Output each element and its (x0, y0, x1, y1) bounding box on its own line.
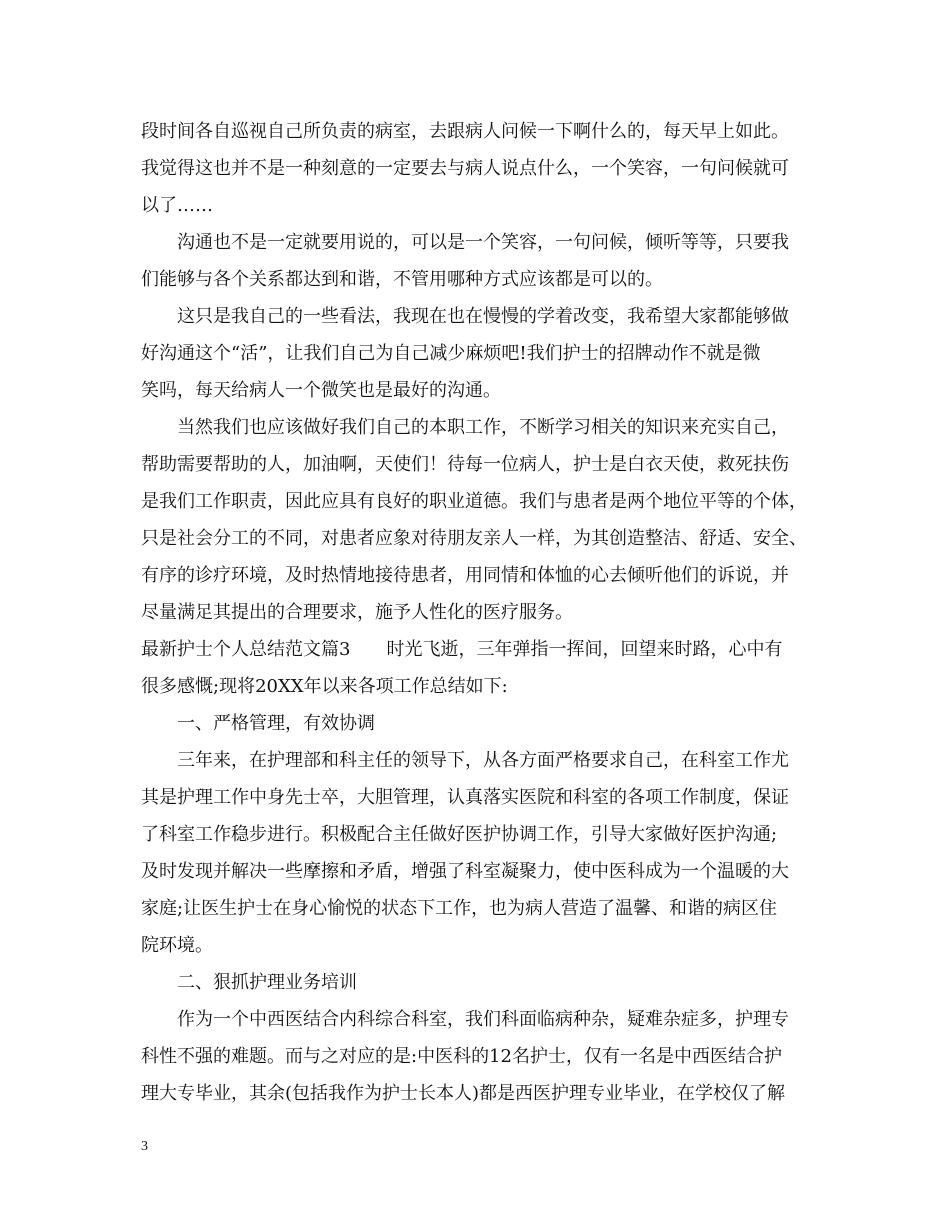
text-line: 很多感慨;现将20XX年以来各项工作总结如下: (141, 676, 508, 697)
section-heading-line: 最新护士个人总结范文篇3 时光飞逝，三年弹指一挥间，回望来时路，心中有 (141, 639, 783, 660)
text-line: 笑吗，每天给病人一个微笑也是最好的沟通。 (141, 380, 501, 401)
text-line: 理大专毕业，其余(包括我作为护士长本人)都是西医护理专业毕业，在学校仅了解 (141, 1083, 786, 1104)
page-number: 3 (141, 1139, 148, 1154)
text-line: 沟通也不是一定就要用说的，可以是一个笑容，一句问候，倾听等等，只要我 (141, 232, 789, 253)
text-line: 其是护理工作中身先士卒，大胆管理，认真落实医院和科室的各项工作制度，保证 (141, 787, 789, 808)
text-line: 帮助需要帮助的人，加油啊，天使们！待每一位病人，护士是白衣天使，救死扶伤 (141, 454, 789, 475)
text-line: 只是社会分工的不同，对患者应象对待朋友亲人一样，为其创造整洁、舒适、安全、 (141, 528, 807, 549)
text-line: 有序的诊疗环境，及时热情地接待患者，用同情和体恤的心去倾听他们的诉说，并 (141, 565, 789, 586)
text-line: 作为一个中西医结合内科综合科室，我们科面临病种杂，疑难杂症多，护理专 (141, 1009, 789, 1030)
text-line: 们能够与各个关系都达到和谐，不管用哪种方式应该都是可以的。 (141, 269, 663, 290)
text-line: 三年来，在护理部和科主任的领导下，从各方面严格要求自己，在科室工作尤 (141, 750, 789, 771)
subheading: 一、严格管理，有效协调 (141, 713, 375, 734)
text-line: 好沟通这个“活”，让我们自己为自己减少麻烦吧!我们护士的招牌动作不就是微 (141, 343, 761, 364)
text-line: 了科室工作稳步进行。积极配合主任做好医护协调工作，引导大家做好医护沟通; (141, 824, 778, 845)
text-line: 段时间各自巡视自己所负责的病室，去跟病人问候一下啊什么的，每天早上如此。 (141, 121, 789, 142)
text-line: 当然我们也应该做好我们自己的本职工作，不断学习相关的知识来充实自己， (141, 417, 789, 438)
text-line: 科性不强的难题。而与之对应的是:中医科的12名护士，仅有一名是中西医结合护 (141, 1046, 782, 1067)
text-line: 及时发现并解决一些摩擦和矛盾，增强了科室凝聚力，使中医科成为一个温暖的大 (141, 861, 789, 882)
text-line: 院环境。 (141, 935, 213, 956)
text-line: 这只是我自己的一些看法，我现在也在慢慢的学着改变，我希望大家都能够做 (141, 306, 789, 327)
text-line: 以了…… (141, 195, 213, 216)
text-line: 是我们工作职责，因此应具有良好的职业道德。我们与患者是两个地位平等的个体， (141, 491, 807, 512)
text-line: 我觉得这也并不是一种刻意的一定要去与病人说点什么，一个笑容，一句问候就可 (141, 158, 789, 179)
text-line: 家庭;让医生护士在身心愉悦的状态下工作，也为病人营造了温馨、和谐的病区住 (141, 898, 778, 919)
subheading: 二、狠抓护理业务培训 (141, 972, 357, 993)
text-line: 尽量满足其提出的合理要求，施予人性化的医疗服务。 (141, 602, 573, 623)
